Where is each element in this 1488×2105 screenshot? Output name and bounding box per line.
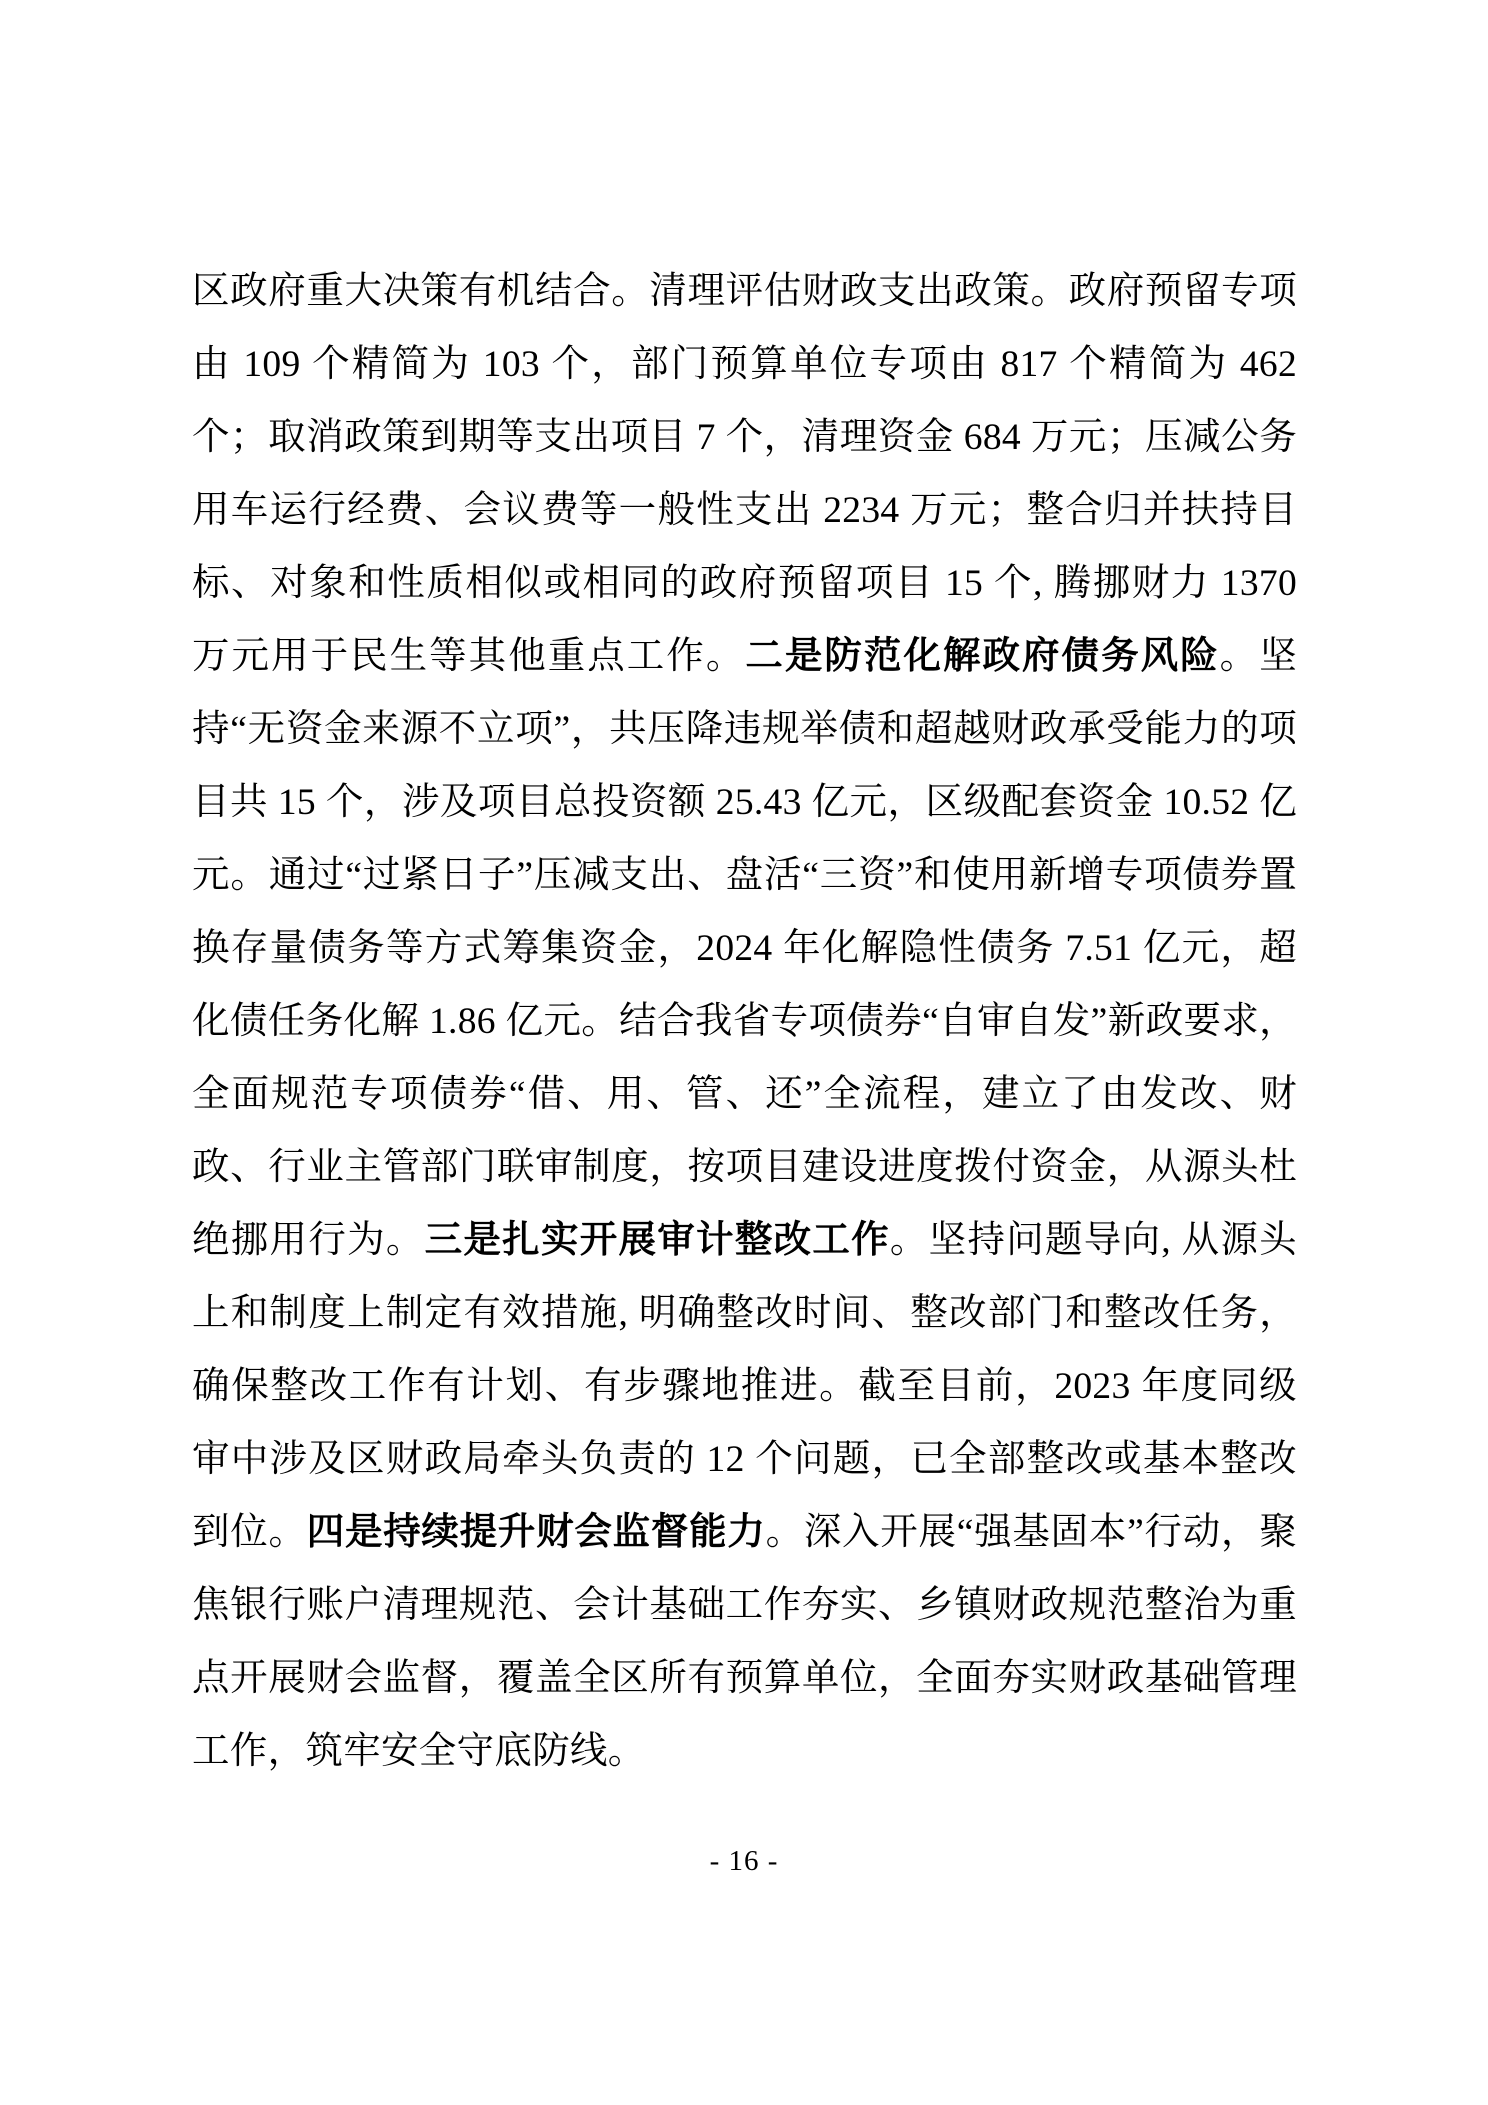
- page-number: - 16 -: [709, 1845, 779, 1877]
- body-paragraph: [192, 255, 1297, 1788]
- paragraph-segment-1: 区政府重大决策有机结合。清理评估财政支出政策。政府预留专项由 109 个精简为 103 个，部门预算单位专项由 817 个精简为 462 个；取消政策到期等支出项目 7 个，清理资金 684 万元；压减公务用车运行经费、会议费等一般性支出 2234 万元；整合归并扶持目标、对象和性质相似或相同的政府预留项目 15 个, 腾挪财力 1370 万元用于民生等其他重点工作。: [192, 271, 1297, 677]
- paragraph-segment-2: 。坚持“无资金来源不立项”，共压降违规举债和超越财政承受能力的项目共 15 个，涉及项目总投资额 25.43 亿元，区级配套资金 10.52 亿元。通过“过紧日子”压减支出、盘活“三资”和使用新增专项债券置换存量债务等方式筹集资金，2024 年化解隐性债务 7.51 亿元，超化债任务化解 1.86 亿元。结合我省专项债券“自审自发”新政要求，全面规范专项债券“借、用、管、还”全流程，建立了由发改、财政、行业主管部门联审制度，按项目建设进度拨付资金，从源头杜绝挪用行为。: [192, 636, 1297, 1261]
- paragraph-segment-4: 。深入开展“强基固本”行动，聚焦银行账户清理规范、会计基础工作夯实、乡镇财政规范整治为重点开展财会监督，覆盖全区所有预算单位，全面夯实财政基础管理工作，筑牢安全守底防线。: [192, 1512, 1297, 1772]
- paragraph-segment-3: 。坚持问题导向, 从源头上和制度上制定有效措施, 明确整改时间、整改部门和整改任务，确保整改工作有计划、有步骤地推进。截至目前，2023 年度同级审中涉及区财政局牵头负责的 12 个问题，已全部整改或基本整改到位。: [192, 1220, 1297, 1553]
- inline-heading-3: 四是持续提升财会监督能力: [306, 1512, 766, 1553]
- inline-heading-1: 二是防范化解政府债务风险: [745, 636, 1220, 677]
- inline-heading-2: 三是扎实开展审计整改工作: [424, 1220, 890, 1261]
- document-body: [192, 255, 1297, 1788]
